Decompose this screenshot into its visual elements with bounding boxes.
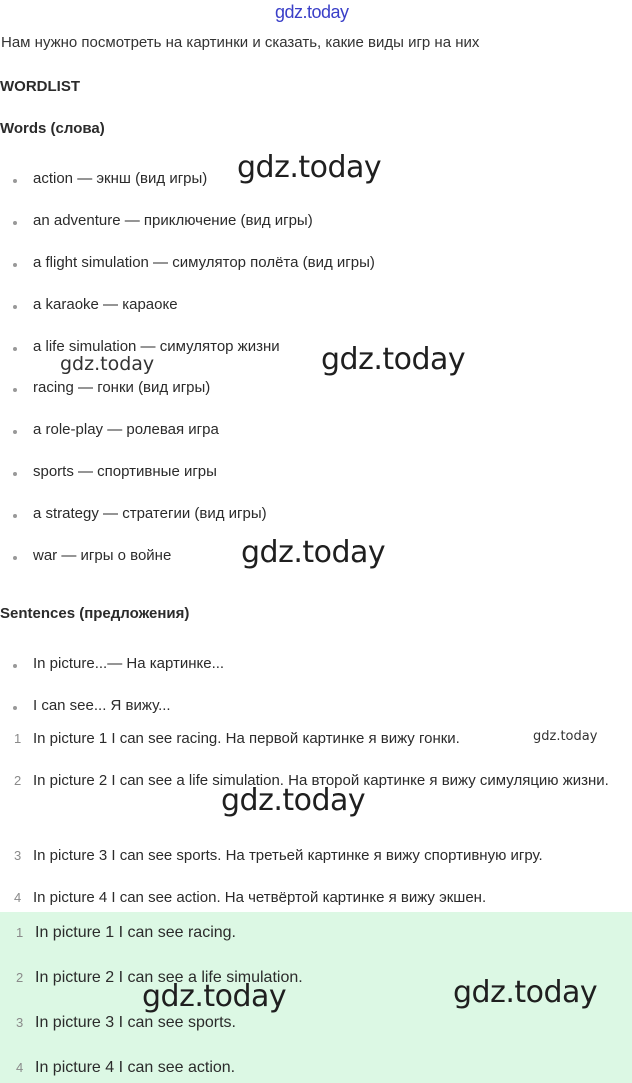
bullet-icon <box>13 305 17 309</box>
bullet-icon <box>13 556 17 560</box>
site-logo[interactable]: gdz.today <box>275 2 349 22</box>
bullet-icon <box>13 472 17 476</box>
watermark: gdz.today <box>321 342 466 377</box>
bullet-icon <box>13 430 17 434</box>
bullet-icon <box>13 514 17 518</box>
words-heading: Words (слова) <box>0 120 105 137</box>
watermark: gdz.today <box>237 150 382 185</box>
watermark: gdz.today <box>60 353 155 375</box>
bullet-icon <box>13 388 17 392</box>
intro-text: Нам нужно посмотреть на картинки и сказать, какие виды игр на них <box>1 34 480 51</box>
answer-panel: 1 In picture 1 I can see racing. 2 In picture 2 I can see a life simulation. 3 In picture 3 I can see sports. 4 In picture 4 I can see action. <box>0 912 632 1083</box>
watermark: gdz.today <box>453 975 598 1010</box>
bullet-icon <box>13 263 17 267</box>
bullet-icon <box>13 664 17 668</box>
bullet-icon <box>13 179 17 183</box>
bullet-icon <box>13 347 17 351</box>
watermark: gdz.today <box>142 979 287 1014</box>
watermark: gdz.today <box>241 535 386 570</box>
bullet-icon <box>13 221 17 225</box>
watermark: gdz.today <box>533 729 598 744</box>
wordlist-heading: WORDLIST <box>0 78 80 95</box>
watermark: gdz.today <box>221 783 366 818</box>
bullet-icon <box>13 706 17 710</box>
sentences-heading: Sentences (предложения) <box>0 605 190 622</box>
